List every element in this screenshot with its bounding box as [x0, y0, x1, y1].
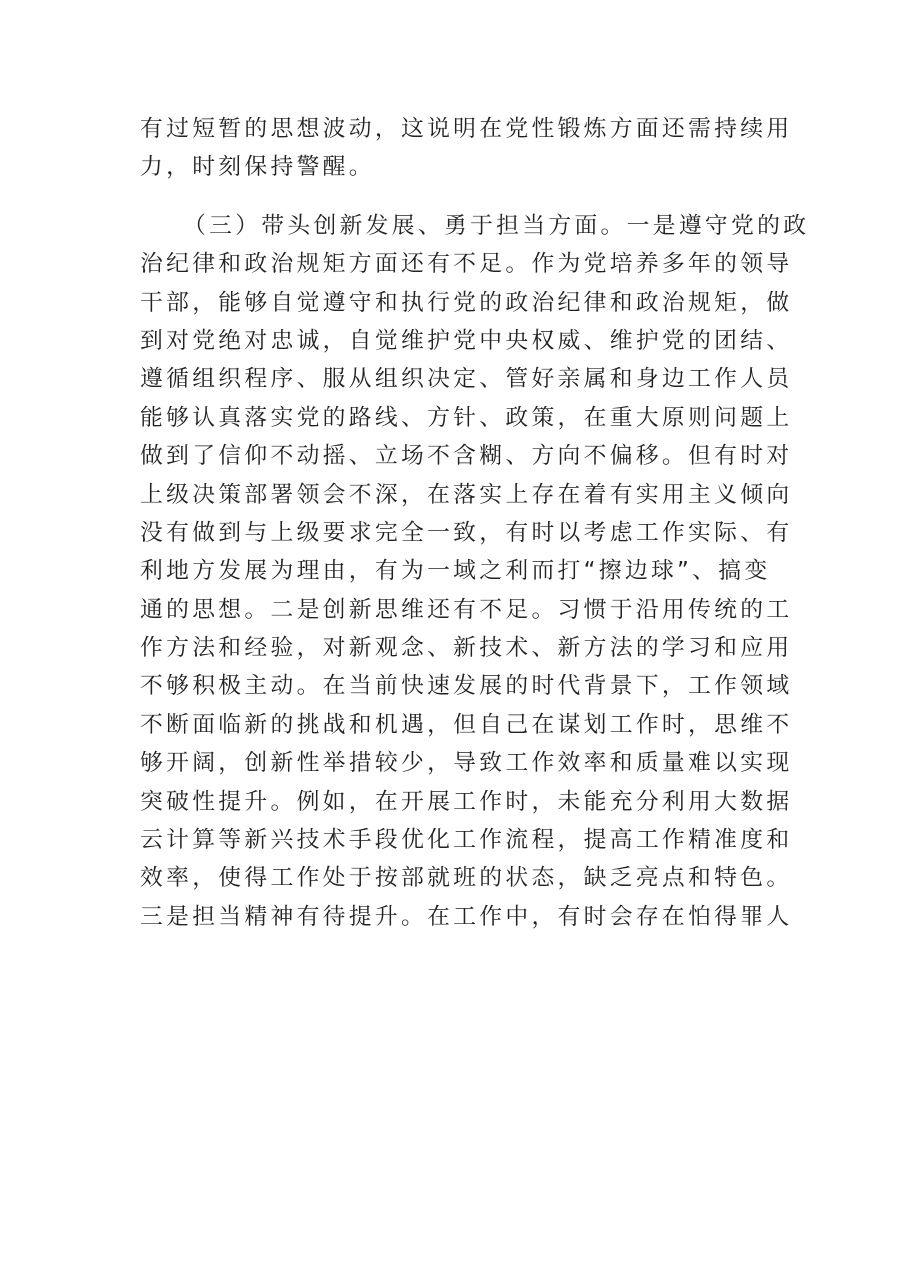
text-line: 通的思想。二是创新思维还有不足。习惯于沿用传统的工 — [140, 596, 793, 623]
text-line: 没有做到与上级要求完全一致，有时以考虑工作实际、有 — [140, 519, 793, 546]
paragraph-section-three — [140, 207, 810, 936]
text-line: 能够认真落实党的路线、方针、政策，在重大原则问题上 — [140, 404, 793, 431]
text-line: 云计算等新兴技术手段优化工作流程，提高工作精准度和 — [140, 827, 793, 854]
text-line: 有过短暂的思想波动，这说明在党性锻炼方面还需持续用 — [140, 116, 793, 142]
text-line: 做到了信仰不动摇、立场不含糊、方向不偏移。但有时对 — [140, 443, 793, 470]
paragraph-spacer — [140, 187, 780, 207]
text-line: 治纪律和政治规矩方面还有不足。作为党培养多年的领导 — [140, 251, 793, 278]
text-line: 够开阔，创新性举措较少，导致工作效率和质量难以实现 — [140, 750, 793, 777]
text-line: 不够积极主动。在当前快速发展的时代背景下，工作领域 — [140, 673, 793, 700]
text-line: 到对党绝对忠诚，自觉维护党中央权威、维护党的团结、 — [140, 327, 793, 354]
text-line: 三是担当精神有待提升。在工作中，有时会存在怕得罪人 — [140, 903, 793, 930]
text-line: 效率，使得工作处于按部就班的状态，缺乏亮点和特色。 — [140, 865, 793, 892]
text-line: 作方法和经验，对新观念、新技术、新方法的学习和应用 — [140, 635, 793, 662]
paragraph-continuation — [140, 110, 793, 187]
text-line: 力，时刻保持警醒。 — [140, 154, 375, 181]
text-line: 遵循组织程序、服从组织决定、管好亲属和身边工作人员 — [140, 366, 793, 393]
text-line: 不断面临新的挑战和机遇，但自己在谋划工作时，思维不 — [140, 711, 793, 738]
text-line: 利地方发展为理由，有为一域之利而打“擦边球”、搞变 — [140, 558, 771, 585]
text-line: 干部，能够自觉遵守和执行党的政治纪律和政治规矩，做 — [140, 289, 793, 316]
text-line: 突破性提升。例如，在开展工作时，未能充分利用大数据 — [140, 788, 793, 815]
text-line: 上级决策部署领会不深，在落实上存在着有实用主义倾向 — [140, 481, 793, 508]
document-body — [140, 110, 810, 936]
section-heading-line: （三）带头创新发展、勇于担当方面。一是遵守党的政 — [183, 212, 810, 239]
